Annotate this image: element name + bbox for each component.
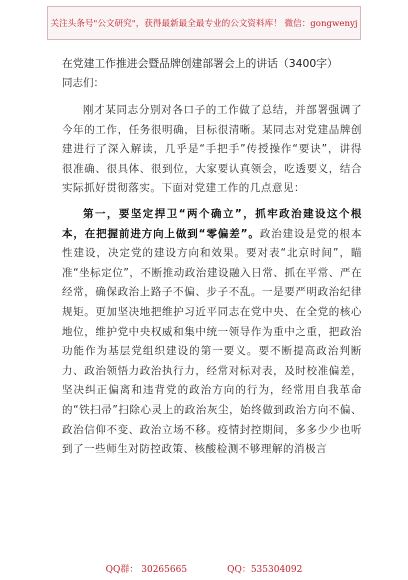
promo-banner [47, 6, 361, 40]
section-1-heading: 第一，要坚定捍卫“两个确立”，抓牢政治建设这个根本，在把握前进方向上做到“零偏差”。 [62, 207, 362, 240]
intro-paragraph: 刚才某同志分别对各口子的工作做了总结，并部署强调了今年的工作，任务很明确，目标很清晰。某同志对党建品牌创建进行了深入解读，几乎是“手把手”传授操作“要诀”，讲得很准确、很具体、很到位，大家要认真领会，吃透要义，结合实际抓好贯彻落实。下面对党建工作的几点意见： [62, 104, 362, 195]
promo-banner-text: 关注头条号"公文研究"，获得最新最全最专业的公文资料库！ 微信：gongwenyj [50, 19, 358, 29]
salutation: 同志们： [62, 77, 104, 89]
section-1-body: 政治建设是党的根本性建设，决定党的建设方向和效果。要对表“北京时间”，瞄准“坐标定位”，不断推动政治建设融入日常、抓在平常、严在经常，确保政治上路子不偏、步子不乱。一是要严明政治纪律规矩。更加坚决地把维护习近平同志在党中央、在全党的核心地位，维护党中央权威和集中统一领导作为重中之重，把政治功能作为基层党组织建设的第一要义。要不断提高政治判断力、政治领悟力政治执行力，经常对标对表，及时校准偏差，坚决纠正偏离和违背党的政治方向的行为，经常用自我革命的“铁扫帚”扫除心灵上的政治灰尘，始终做到政治方向不偏、政治信仰不变、政治立场不移。疫情封控期间，多多少少也听到了一些师生对防控政策、核酸检测不够理解的消极言 [62, 227, 362, 456]
document-body [62, 54, 362, 460]
footer-qq-group: QQ群： 30265665 [105, 565, 188, 575]
document-title: 在党建工作推进会暨品牌创建部署会上的讲话（3400字） [62, 57, 338, 70]
section-1-paragraph [62, 205, 362, 460]
footer-contact [0, 562, 408, 576]
footer-qq: QQ：535304092 [227, 565, 303, 575]
